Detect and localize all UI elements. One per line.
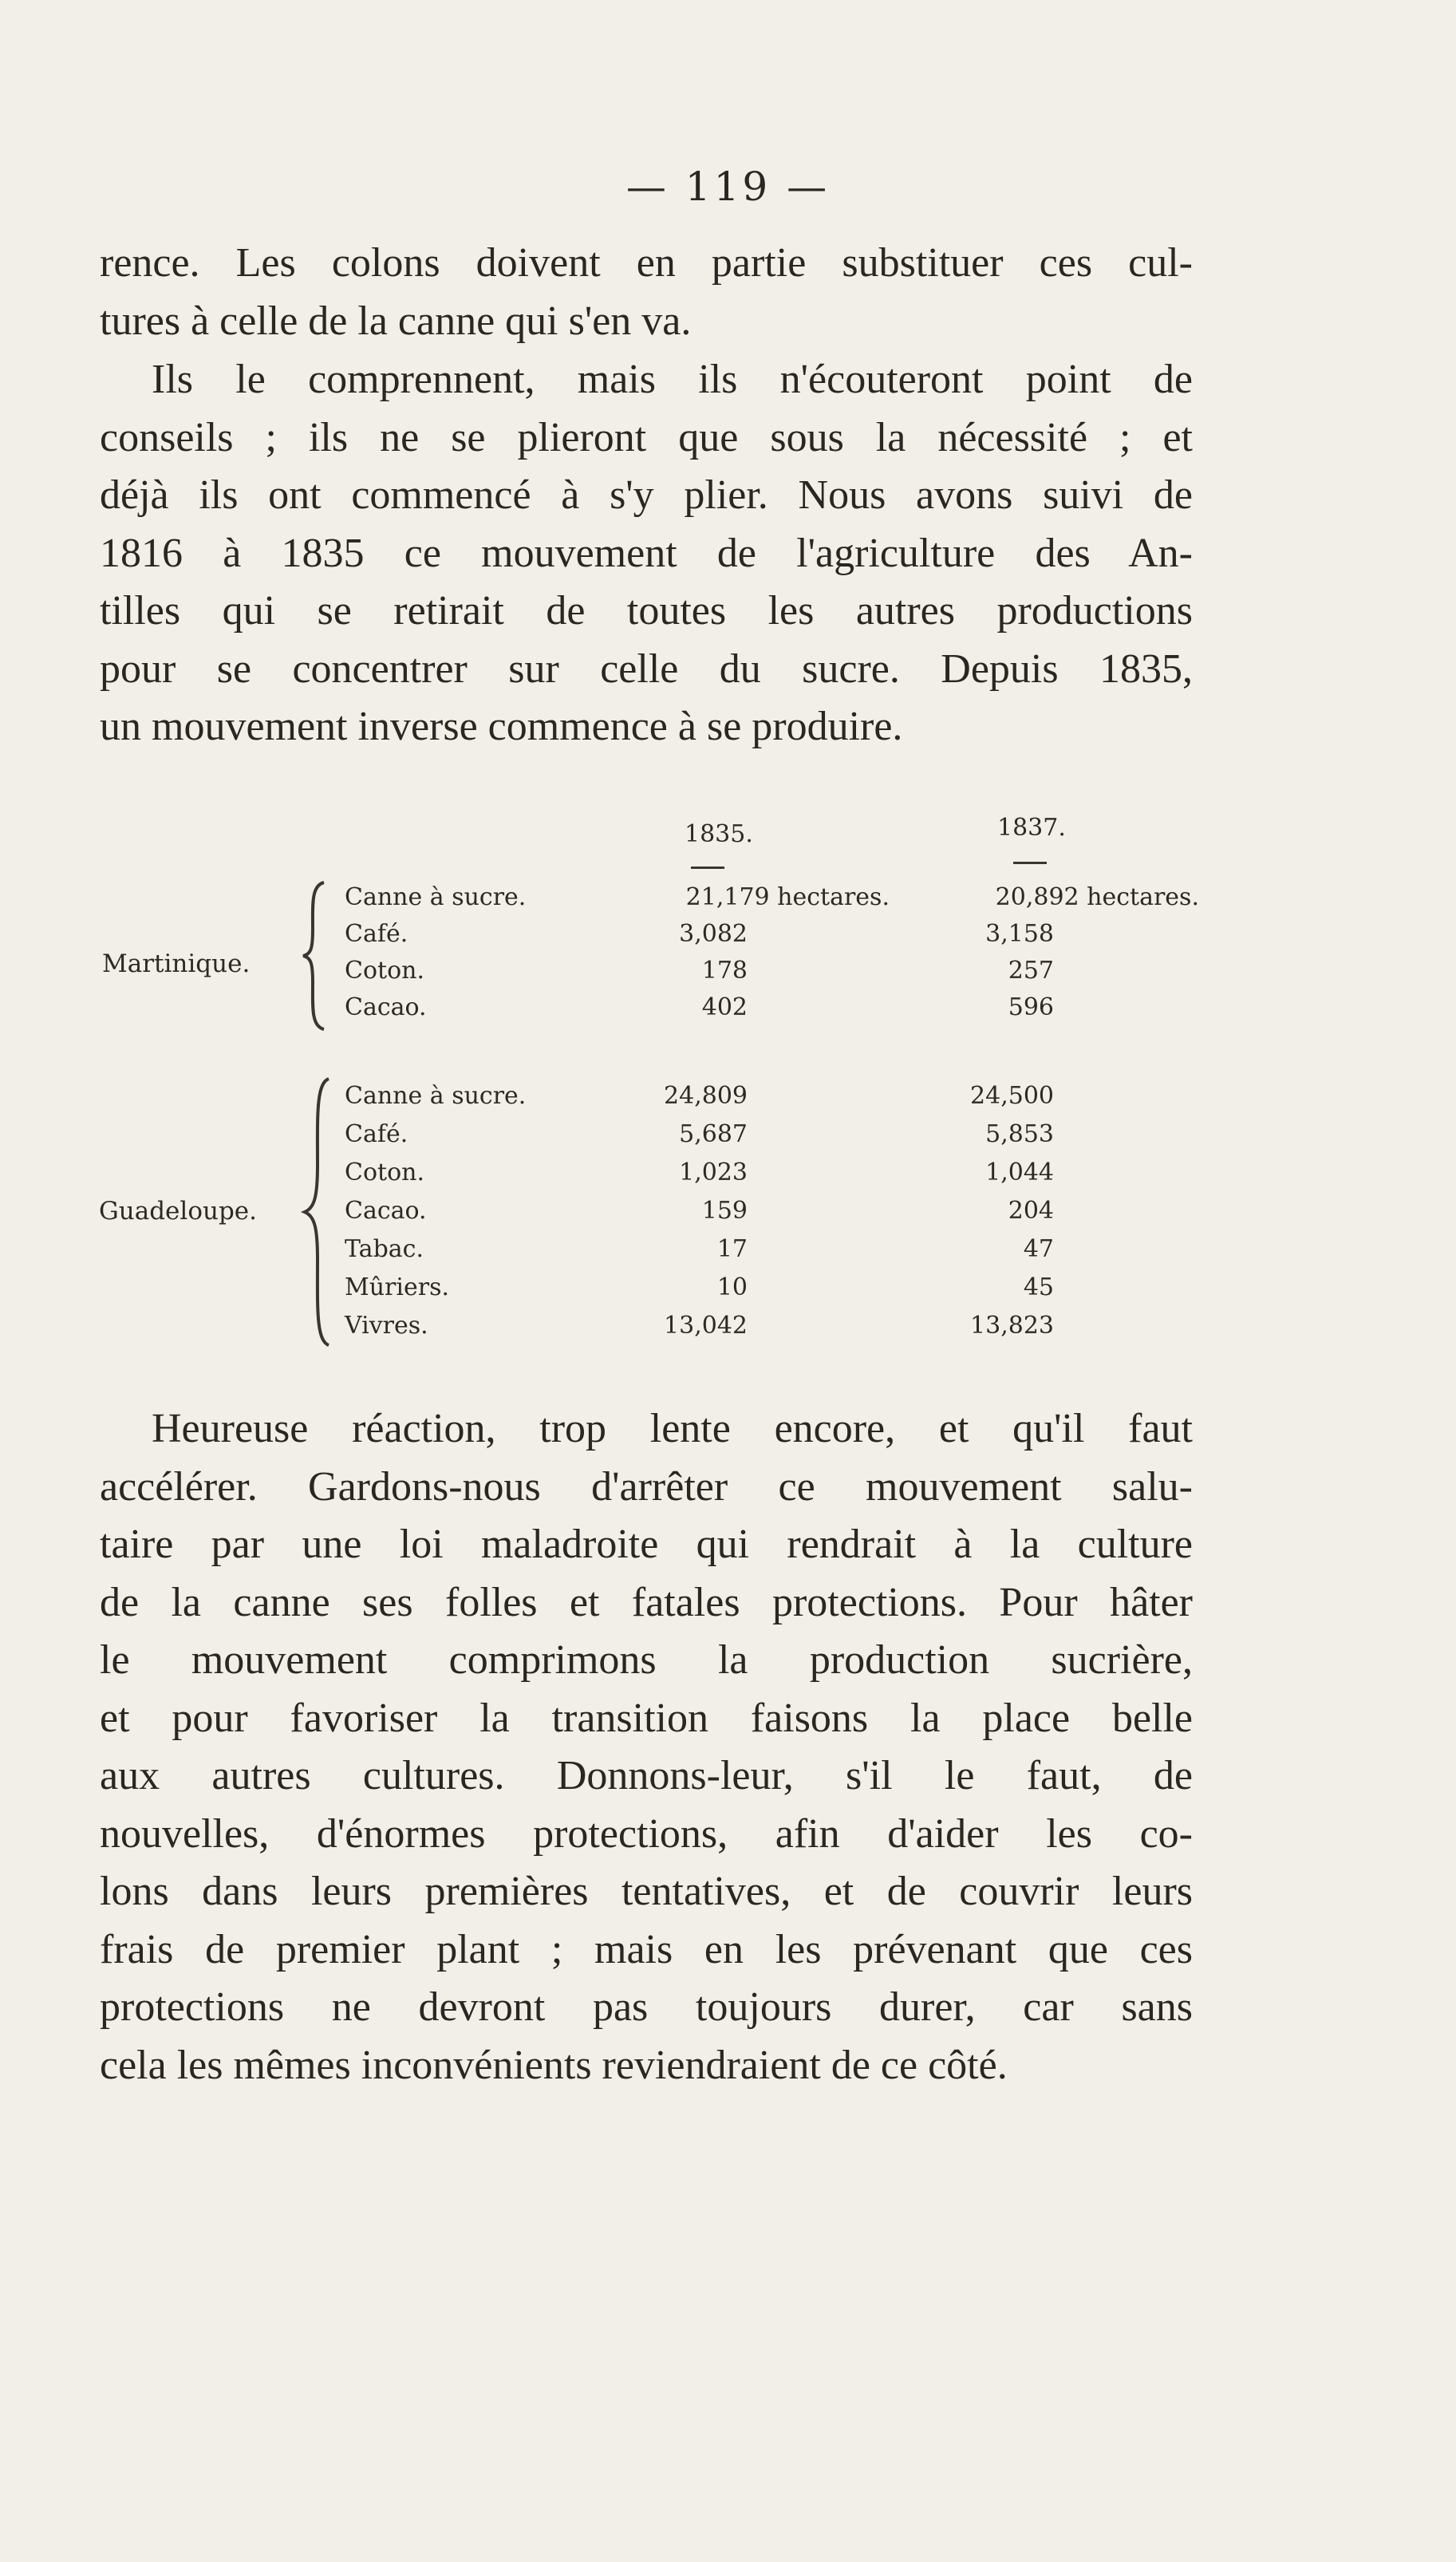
crop-name: Coton. [345, 957, 424, 985]
value-1837: 13,823 [970, 1312, 1054, 1340]
value-1837: 45 [1023, 1273, 1054, 1301]
text-line: un mouvement inverse commence à se produire. [100, 704, 903, 749]
text-line: conseils ; ils ne se plieront que sous la nécessité ; et [100, 414, 1193, 460]
text-line: déjà ils ont commencé à s'y plier. Nous avons suivi de [100, 472, 1193, 518]
crop-name: Tabac. [345, 1235, 424, 1263]
text-line: frais de premier plant ; mais en les prévenant que ces [100, 1926, 1193, 1972]
table-row [0, 1273, 1456, 1310]
group-label-martinique: Martinique. [102, 949, 251, 978]
text-line: accélérer. Gardons-nous d'arrêter ce mouvement salu- [100, 1463, 1193, 1510]
crop-name: Coton. [345, 1159, 424, 1186]
text-line: nouvelles, d'énormes protections, afin d'aider les co- [100, 1810, 1193, 1857]
text-line: tures à celle de la canne qui s'en va. [100, 298, 692, 344]
value-1835: 3,082 [679, 920, 748, 948]
text-line: protections ne devront pas toujours durer, car sans [100, 1984, 1193, 2030]
year-rule [691, 867, 724, 869]
table-row [0, 1082, 1456, 1119]
value-1835: 5,687 [679, 1120, 748, 1148]
value-1837: 5,853 [985, 1120, 1054, 1148]
value-1837: 20,892 hectares. [995, 883, 1199, 911]
text-line: 1816 à 1835 ce mouvement de l'agriculture des An- [100, 530, 1193, 576]
table-row [0, 1235, 1456, 1272]
year-header-1837: 1837. [997, 814, 1066, 842]
text-line: rence. Les colons doivent en partie substituer ces cul- [100, 240, 1193, 286]
value-1835: 10 [716, 1273, 748, 1301]
table-row [0, 1197, 1456, 1234]
text-line: aux autres cultures. Donnons-leur, s'il le faut, de [100, 1753, 1193, 1798]
table-row [0, 993, 1456, 1030]
crop-name: Café. [345, 1120, 408, 1148]
crop-name: Mûriers. [345, 1273, 450, 1301]
text-line: pour se concentrer sur celle du sucre. Depuis 1835, [100, 645, 1193, 692]
text-line: le mouvement comprimons la production sucrière, [100, 1637, 1193, 1683]
paragraph-3 [100, 1400, 1193, 2094]
text-line: Ils le comprennent, mais ils n'écouteront point de [152, 357, 1193, 402]
table-row [0, 1120, 1456, 1157]
value-1837: 596 [1008, 993, 1054, 1021]
page-number: — 119 — [625, 164, 831, 210]
value-1835: 24,809 [664, 1082, 748, 1110]
crop-name: Canne à sucre. [345, 1082, 527, 1110]
table-row [0, 1312, 1456, 1348]
crop-name: Cacao. [345, 993, 427, 1021]
text-line: de la canne ses folles et fatales protections. Pour hâter [100, 1579, 1193, 1625]
value-1835: 159 [701, 1197, 748, 1225]
text-line: et pour favoriser la transition faisons la place belle [100, 1695, 1193, 1741]
group-label-guadeloupe: Guadeloupe. [99, 1197, 257, 1226]
value-1835: 402 [701, 993, 748, 1021]
value-1837: 47 [1023, 1235, 1054, 1263]
text-line: cela les mêmes inconvénients reviendraient de ce côté. [100, 2042, 1008, 2088]
text-line: taire par une loi maladroite qui rendrait à la culture [100, 1522, 1193, 1567]
year-rule [1013, 862, 1047, 864]
crop-name: Vivres. [345, 1312, 428, 1340]
value-1837: 257 [1008, 957, 1054, 985]
value-1835: 13,042 [664, 1312, 748, 1340]
table-row [0, 957, 1456, 993]
crop-name: Cacao. [345, 1197, 427, 1225]
value-1835: 1,023 [679, 1159, 748, 1186]
crop-name: Café. [345, 920, 408, 948]
table-row [0, 920, 1456, 957]
table-row [0, 883, 1456, 920]
text-line: tilles qui se retirait de toutes les autres productions [100, 588, 1193, 634]
value-1835: 17 [716, 1235, 748, 1263]
value-1837: 3,158 [985, 920, 1054, 948]
crop-name: Canne à sucre. [345, 883, 527, 911]
value-1837: 1,044 [985, 1159, 1054, 1186]
value-1837: 24,500 [970, 1082, 1054, 1110]
value-1835: 21,179 hectares. [685, 883, 890, 911]
table-row [0, 1159, 1456, 1195]
text-line: lons dans leurs premières tentatives, et de couvrir leurs [100, 1869, 1193, 1914]
value-1837: 204 [1008, 1197, 1054, 1225]
value-1835: 178 [701, 957, 748, 985]
text-line: Heureuse réaction, trop lente encore, et qu'il faut [152, 1406, 1193, 1451]
year-header-1835: 1835. [685, 820, 753, 848]
